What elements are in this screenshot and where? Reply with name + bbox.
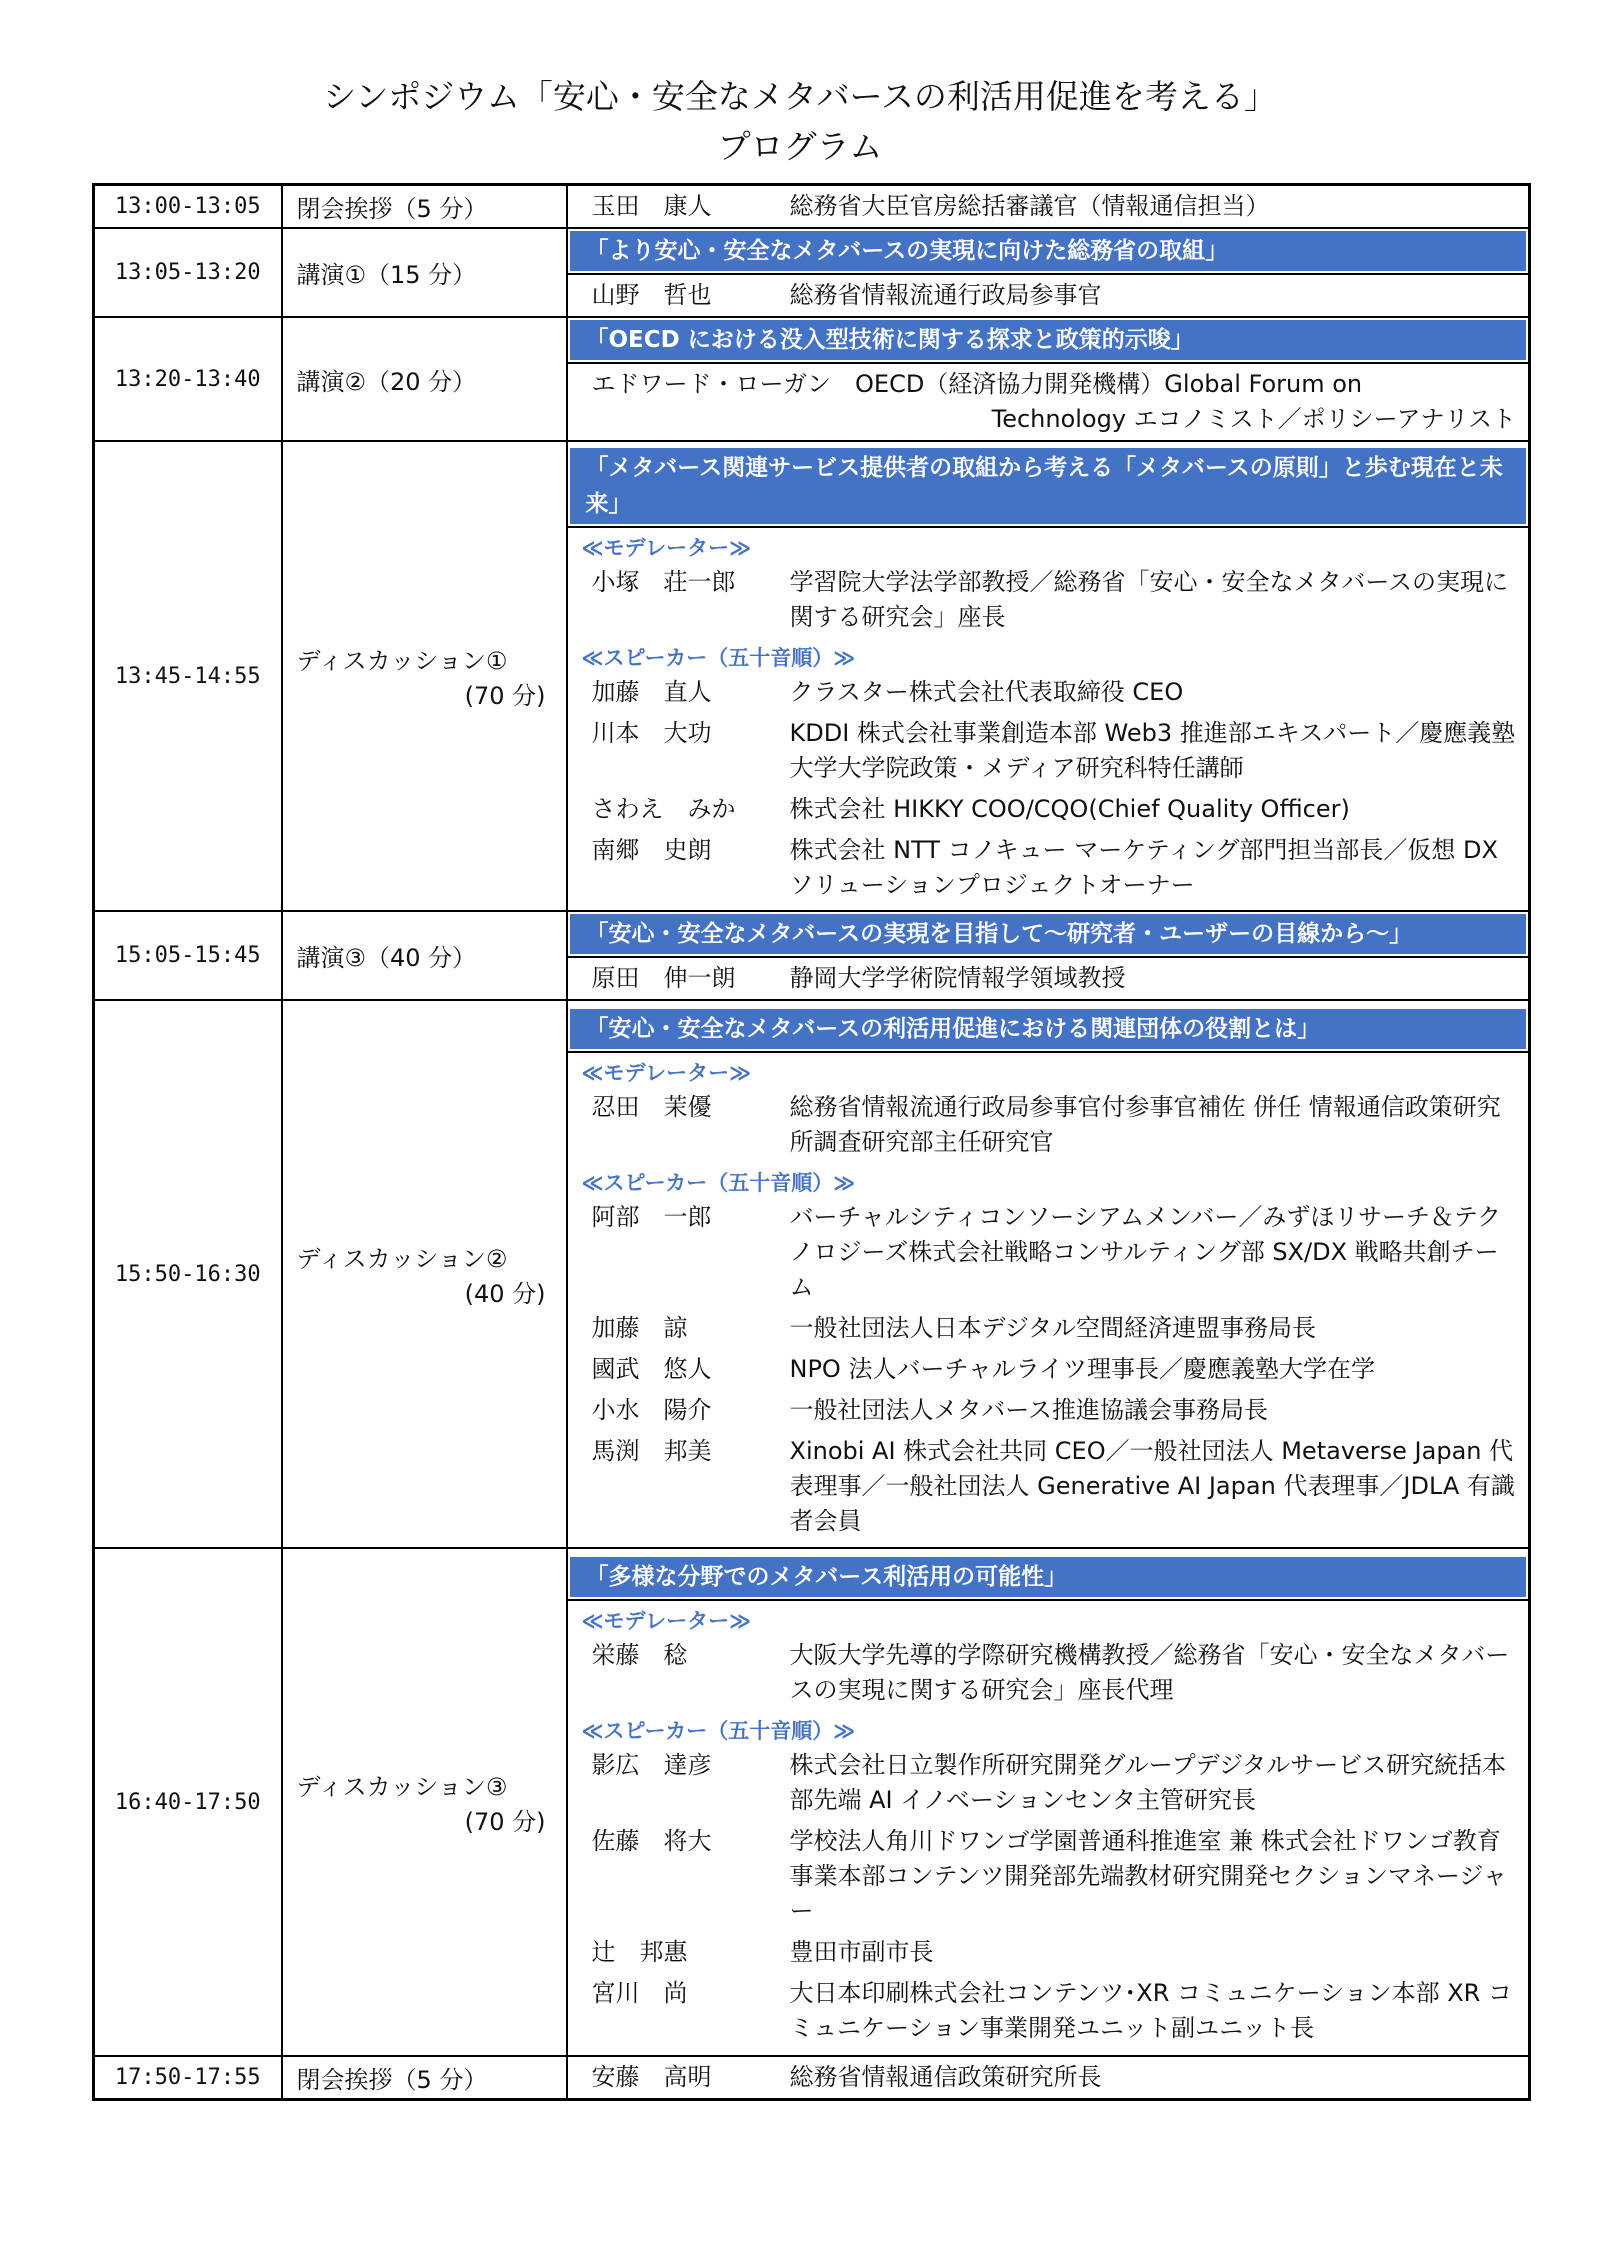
person: [568, 275, 1529, 316]
person-affiliation: 学校法人角川ドワンゴ学園普通科推進室 兼 株式会社ドワンゴ教育事業本部コンテンツ開発部先端教材研究開発セクションマネージャー: [789, 1827, 1507, 1925]
person: [568, 713, 1529, 789]
person-affiliation: 総務省情報通信政策研究所長: [789, 2063, 1102, 2091]
person-name: 影広 達彦: [591, 1751, 712, 1779]
session-duration: (40 分): [464, 1280, 546, 1308]
person-name: 國武 悠人: [591, 1354, 712, 1383]
person: [568, 186, 1529, 227]
person-affiliation: 大日本印刷株式会社コンテンツ･XR コミュニケーション本部 XR コミュニケーション事業開発ユニット副ユニット長: [789, 1979, 1512, 2042]
person: [568, 958, 1529, 999]
program-row: [94, 1548, 1530, 2056]
details-cell: [567, 2056, 1530, 2100]
session-duration: (70 分): [464, 682, 546, 710]
person: [568, 830, 1529, 906]
time-cell: 13:20-13:40: [94, 317, 282, 441]
details-cell: [567, 185, 1530, 229]
moderator-label: ≪モデレーター≫: [581, 536, 752, 560]
person: [568, 1349, 1529, 1390]
person: [568, 1821, 1529, 1932]
program-row: [94, 1000, 1530, 1548]
person: [568, 1390, 1529, 1431]
person-name: 加藤 直人: [591, 678, 712, 706]
speakers-label: ≪スピーカー（五十音順）≫: [581, 646, 856, 670]
person: [568, 1635, 1529, 1711]
topic-banner: 「多様な分野でのメタバース利活用の可能性」: [570, 1557, 1527, 1597]
person: [568, 1431, 1529, 1542]
person: [568, 672, 1529, 713]
topic-banner: 「安心・安全なメタバースの実現を目指して～研究者・ユーザーの目線から～」: [570, 914, 1527, 954]
details-cell: [567, 441, 1530, 911]
person-name: 佐藤 将大: [591, 1827, 712, 1855]
person-name: 馬渕 邦美: [591, 1436, 712, 1465]
time-cell: 15:05-15:45: [94, 911, 282, 1000]
session-type-label: ディスカッション②: [296, 1245, 508, 1273]
session-type: 講演①（15 分）: [282, 228, 567, 317]
person-affiliation: NPO 法人バーチャルライツ理事長／慶應義塾大学在学: [789, 1354, 1376, 1383]
details-cell: [567, 911, 1530, 1000]
speakers-label: ≪スピーカー（五十音順）≫: [581, 1719, 856, 1743]
person-name: 阿部 一郎: [591, 1202, 712, 1231]
session-type: 閉会挨拶（5 分）: [282, 185, 567, 229]
person-affiliation: 豊田市副市長: [789, 1938, 934, 1966]
person-affiliation: 株式会社日立製作所研究開発グループデジタルサービス研究統括本部先端 AI イノベーションセンタ主管研究長: [789, 1751, 1507, 1814]
person-affiliation: 総務省大臣官房総括審議官（情報通信担当）: [789, 192, 1270, 220]
person-affiliation: 学習院大学法学部教授／総務省「安心・安全なメタバースの実現に関する研究会」座長: [789, 568, 1509, 631]
person-affiliation: 株式会社 HIKKY COO/CQO(Chief Quality Officer): [789, 795, 1350, 823]
speakers-label: ≪スピーカー（五十音順）≫: [581, 1170, 856, 1195]
person-line-2: Technology エコノミスト／ポリシーアナリスト: [991, 405, 1516, 433]
details-cell: [567, 317, 1530, 441]
person-affiliation: クラスター株式会社代表取締役 CEO: [789, 678, 1184, 706]
document-title: [0, 72, 1600, 172]
person-affiliation: Xinobi AI 株式会社共同 CEO／一般社団法人 Metaverse Japan 代表理事／一般社団法人 Generative AI Japan 代表理事／JDLA 有識者会員: [789, 1436, 1515, 1535]
person-name: 南郷 史朗: [591, 836, 712, 864]
program-row: [94, 185, 1530, 229]
person-name: 安藤 高明: [591, 2063, 712, 2091]
person-affiliation: 一般社団法人日本デジタル空間経済連盟事務局長: [789, 1313, 1317, 1342]
person-affiliation: 総務省情報流通行政局参事官: [789, 281, 1102, 309]
program-row: [94, 911, 1530, 1000]
time-cell: 13:00-13:05: [94, 185, 282, 229]
person-name: 加藤 諒: [591, 1313, 688, 1342]
person-name: 栄藤 稔: [591, 1641, 688, 1669]
program-row: [94, 228, 1530, 317]
time-cell: 13:45-14:55: [94, 441, 282, 911]
person-name: 川本 大功: [591, 719, 712, 747]
details-cell: [567, 1548, 1530, 2056]
topic-banner: 「より安心・安全なメタバースの実現に向けた総務省の取組」: [570, 231, 1527, 271]
person: [568, 562, 1529, 638]
person: [568, 789, 1529, 830]
session-duration: (70 分): [464, 1808, 546, 1836]
time-cell: 17:50-17:55: [94, 2056, 282, 2100]
session-type: 講演②（20 分）: [282, 317, 567, 441]
program-row: [94, 441, 1530, 911]
person: [568, 1308, 1529, 1349]
session-type-label: ディスカッション③: [296, 1773, 508, 1801]
person: [568, 1197, 1529, 1308]
person-name: 辻 邦惠: [591, 1938, 688, 1966]
person: [568, 1745, 1529, 1821]
details-cell: [567, 228, 1530, 317]
session-type-label: ディスカッション①: [296, 647, 508, 675]
time-cell: 15:50-16:30: [94, 1000, 282, 1548]
details-cell: [567, 1000, 1530, 1548]
person-name: 小塚 荘一郎: [591, 568, 736, 596]
topic-banner: 「安心・安全なメタバースの利活用促進における関連団体の役割とは」: [570, 1009, 1527, 1049]
person-line-1: エドワード・ローガン OECD（経済協力開発機構）Global Forum on: [591, 370, 1363, 398]
title-line-2: プログラム: [717, 127, 883, 166]
program-table: [92, 183, 1531, 2101]
time-cell: 16:40-17:50: [94, 1548, 282, 2056]
person-affiliation: 株式会社 NTT コノキュー マーケティング部門担当部長／仮想 DX ソリューションプロジェクトオーナー: [789, 836, 1498, 899]
person: [568, 1932, 1529, 1973]
person: [568, 364, 1529, 440]
person-name: 宮川 尚: [591, 1979, 688, 2007]
person-name: 小水 陽介: [591, 1395, 712, 1424]
time-cell: 13:05-13:20: [94, 228, 282, 317]
person-affiliation: 大阪大学先導的学際研究機構教授／総務省「安心・安全なメタバースの実現に関する研究会」座長代理: [789, 1641, 1510, 1704]
session-type: [282, 1000, 567, 1548]
person-name: 原田 伸一朗: [591, 964, 736, 992]
title-line-1: シンポジウム「安心・安全なメタバースの利活用促進を考える」: [323, 77, 1277, 116]
person: [568, 1973, 1529, 2049]
session-type: [282, 441, 567, 911]
person-affiliation: KDDI 株式会社事業創造本部 Web3 推進部エキスパート／慶應義塾大学大学院政策・メディア研究科特任講師: [789, 719, 1516, 782]
person-affiliation: 総務省情報流通行政局参事官付参事官補佐 併任 情報通信政策研究所調査研究部主任研究官: [789, 1092, 1501, 1156]
person: [568, 1087, 1529, 1163]
person-affiliation: 静岡大学学術院情報学領域教授: [789, 964, 1126, 992]
person-name: 玉田 康人: [591, 192, 712, 220]
person-affiliation: バーチャルシティコンソーシアムメンバー／みずほリサーチ＆テクノロジーズ株式会社戦略コンサルティング部 SX/DX 戦略共創チーム: [789, 1202, 1501, 1301]
session-type: [282, 1548, 567, 2056]
moderator-label: ≪モデレーター≫: [581, 1609, 752, 1633]
program-row: [94, 317, 1530, 441]
person-name: 山野 哲也: [591, 281, 712, 309]
person-name: さわえ みか: [591, 795, 736, 823]
session-type: 閉会挨拶（5 分）: [282, 2056, 567, 2100]
topic-banner: 「メタバース関連サービス提供者の取組から考える「メタバースの原則」と歩む現在と未来」: [570, 448, 1527, 524]
moderator-label: ≪モデレーター≫: [581, 1060, 752, 1085]
topic-banner: 「OECD における没入型技術に関する探求と政策的示唆」: [570, 320, 1527, 360]
person: [568, 2057, 1529, 2098]
person-affiliation: 一般社団法人メタバース推進協議会事務局長: [789, 1395, 1269, 1424]
person-name: 忍田 茉優: [591, 1092, 712, 1121]
program-row: [94, 2056, 1530, 2100]
session-type: 講演③（40 分）: [282, 911, 567, 1000]
